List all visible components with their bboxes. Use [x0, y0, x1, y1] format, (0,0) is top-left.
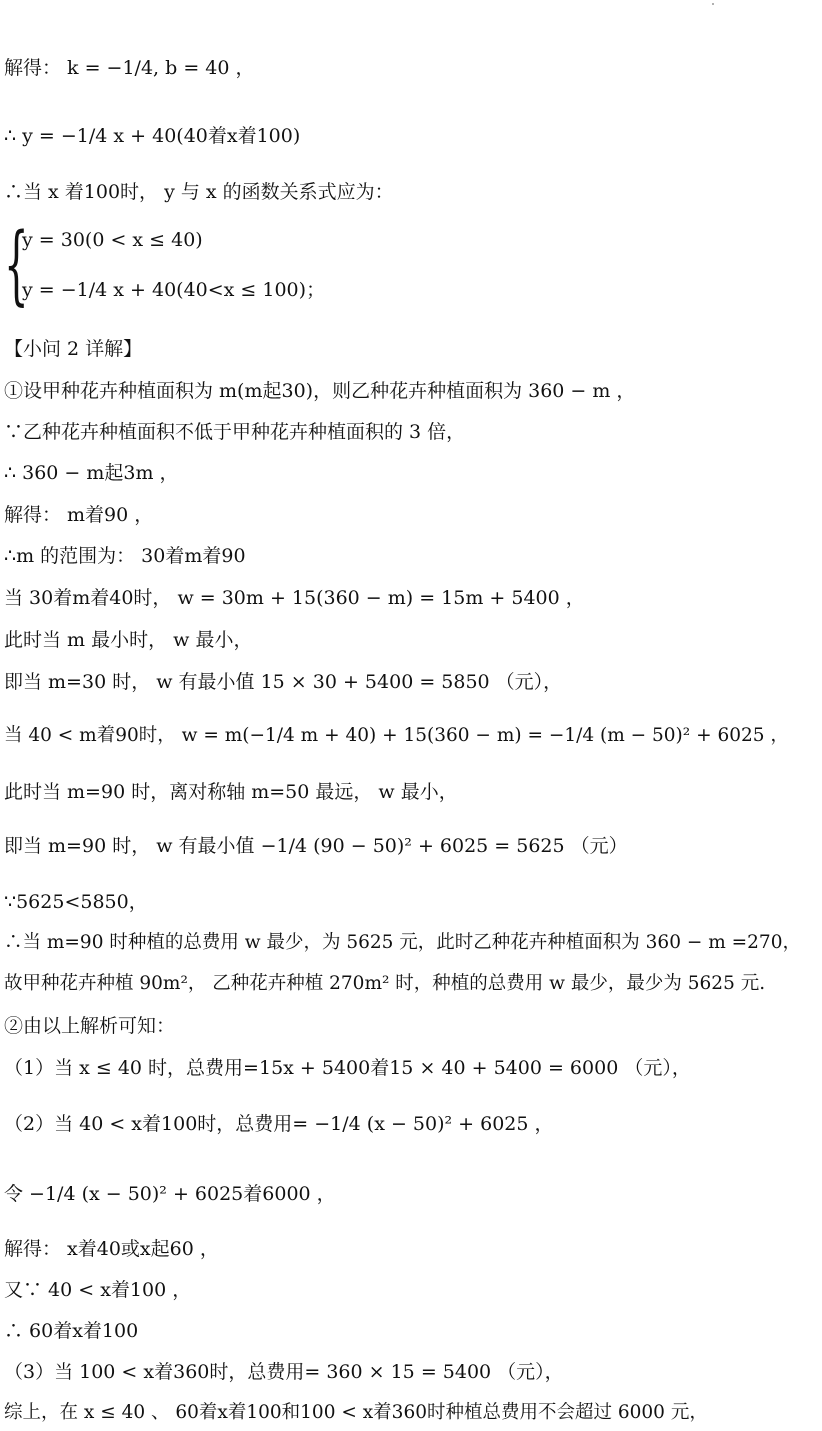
text-line-25: 解得： x着40或x起60 ， [4, 1238, 219, 1260]
text-line-28: （3）当 100 < x着360时，总费用= 360 × 15 = 5400 （元）， [4, 1361, 564, 1383]
text-line-1: 解得： k = −1/4, b = 40 ， [4, 57, 255, 79]
text-line-18: ∵5625<5850， [4, 891, 148, 913]
piecewise-case-2: y = −1/4 x + 40(40<x ≤ 100)； [22, 279, 326, 301]
text-line-23: （2）当 40 < x着100时，总费用= −1/4 (x − 50)² + 6025 ， [4, 1113, 554, 1135]
text-line-7: ①设甲种花卉种植面积为 m(m起30)，则乙种花卉种植面积为 360 − m ， [4, 380, 636, 402]
text-line-13: 此时当 m 最小时， w 最小， [4, 629, 253, 651]
text-line-29: 综上，在 x ≤ 40 、 60着x着100和100 < x着360时种植总费用不会超过 6000 元， [4, 1402, 708, 1423]
left-brace-icon: { [4, 215, 29, 315]
text-line-10: 解得： m着90 ， [4, 504, 154, 526]
text-line-11: ∴m 的范围为： 30着m着90 [4, 545, 246, 567]
text-line-8: ∵乙种花卉种植面积不低于甲种花卉种植面积的 3 倍， [4, 421, 466, 443]
text-line-3: ∴当 x 着100时， y 与 x 的函数关系式应为： [4, 181, 394, 203]
text-line-15: 当 40 < m着90时， w = m(−1/4 m + 40) + 15(360 − m) = −1/4 (m − 50)² + 6025 ， [4, 725, 789, 746]
piecewise-function [4, 215, 424, 315]
text-line-2: ∴ y = −1/4 x + 40(40着x着100) [4, 125, 301, 147]
text-line-24: 令 −1/4 (x − 50)² + 6025着6000 ， [4, 1183, 336, 1205]
text-line-16: 此时当 m=90 时，离对称轴 m=50 最远， w 最小， [4, 781, 458, 803]
text-line-19: ∴当 m=90 时种植的总费用 w 最少，为 5625 元，此时乙种花卉种植面积为 360 − m =270， [4, 932, 801, 953]
text-line-20: 故甲种花卉种植 90m²， 乙种花卉种植 270m² 时，种植的总费用 w 最少，最少为 5625 元. [4, 973, 766, 994]
text-line-12: 当 30着m着40时， w = 30m + 15(360 − m) = 15m + 5400 ， [4, 587, 585, 609]
text-line-14: 即当 m=30 时， w 有最小值 15 × 30 + 5400 = 5850 （元）， [4, 671, 563, 693]
text-line-21: ②由以上解析可知： [4, 1015, 176, 1037]
text-line-22: （1）当 x ≤ 40 时，总费用=15x + 5400着15 × 40 + 5400 = 6000 （元）， [4, 1057, 691, 1079]
section-heading: 【小问 2 详解】 [4, 338, 143, 360]
text-line-26: 又∵ 40 < x着100 ， [4, 1279, 192, 1301]
text-line-27: ∴ 60着x着100 [4, 1320, 139, 1342]
text-line-17: 即当 m=90 时， w 有最小值 −1/4 (90 − 50)² + 6025 = 5625 （元） [4, 835, 628, 857]
piecewise-case-1: y = 30(0 < x ≤ 40) [22, 229, 203, 251]
scan-dot [712, 3, 714, 5]
text-line-9: ∴ 360 − m起3m ， [4, 462, 179, 484]
